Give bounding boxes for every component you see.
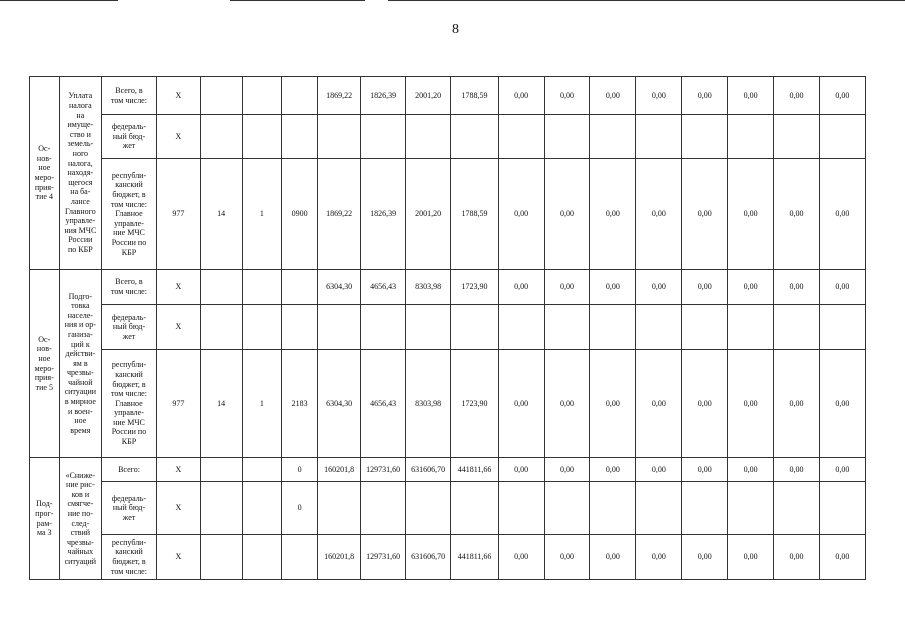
value-cell: 1788,59 [451,77,498,115]
value-cell: 0,00 [544,159,590,270]
value-cell: 8303,98 [405,270,450,305]
value-cell [819,482,865,535]
value-cell: 0,00 [728,270,774,305]
value-cell: 1723,90 [451,350,498,458]
section-type-cell: Ос- нов- ное меро- прия- тие 4 [30,77,60,270]
value-cell: 0,00 [498,458,544,482]
value-cell: 1869,22 [317,159,360,270]
table-row [30,115,905,159]
grbs-cell: X [156,115,200,159]
value-cell: 6304,30 [317,350,360,458]
value-cell [682,305,728,350]
budget-table-body [30,77,905,580]
value-cell: 0,00 [544,77,590,115]
value-cell: 0,00 [498,77,544,115]
csr-cell: 0 [282,458,318,482]
csr-cell: 0900 [282,159,318,270]
value-cell: 6304,30 [317,270,360,305]
value-cell: 0,00 [636,159,682,270]
rz-cell: 14 [200,350,242,458]
value-cell: 0,00 [728,159,774,270]
csr-cell [282,270,318,305]
value-cell [774,482,820,535]
value-cell [728,305,774,350]
funding-source-cell: республи- канский бюджет, в том числе: Главное управле- ние МЧС России по КБР [102,159,157,270]
top-rule-right [388,0,905,1]
pr-cell [242,77,282,115]
value-cell [590,115,636,159]
value-cell: 0,00 [590,535,636,580]
csr-cell: 0 [282,482,318,535]
value-cell: 8303,98 [405,350,450,458]
value-cell [636,482,682,535]
value-cell: 631606,70 [405,458,450,482]
value-cell: 0,00 [636,458,682,482]
funding-source-cell: федераль- ный бюд- жет [102,482,157,535]
value-cell [498,482,544,535]
rz-cell [200,115,242,159]
value-cell [728,482,774,535]
pr-cell [242,535,282,580]
value-cell [361,115,406,159]
value-cell: 0,00 [544,350,590,458]
section-name-cell: «Сниже- ние рис- ков и смягче- ние по- след- ствий чрезвы- чайных ситуаций [59,458,102,580]
value-cell [361,305,406,350]
value-cell: 0,00 [544,270,590,305]
budget-table [29,76,905,580]
value-cell: 0,00 [682,77,728,115]
funding-source-cell: Всего, в том числе: [102,270,157,305]
value-cell [544,305,590,350]
section-type-cell: Под- прог- рам- ма 3 [30,458,60,580]
value-cell [544,482,590,535]
value-cell: 1723,90 [451,270,498,305]
value-cell: 0,00 [819,270,865,305]
value-cell [774,305,820,350]
value-cell: 0,00 [819,77,865,115]
value-cell: 0,00 [682,159,728,270]
pr-cell: 1 [242,159,282,270]
value-cell: 0,00 [682,535,728,580]
value-cell: 0,00 [728,458,774,482]
rz-cell [200,270,242,305]
rz-cell [200,482,242,535]
value-cell: 1869,22 [317,77,360,115]
value-cell [728,115,774,159]
pr-cell [242,115,282,159]
value-cell [544,115,590,159]
section-name-cell: Подго- товка населе- ния и ор- ганиза- ций к действи- ям в чрезвы- чайной ситуации в мирное и воен- ное время [59,270,102,458]
value-cell: 0,00 [819,535,865,580]
value-cell [317,305,360,350]
value-cell [498,115,544,159]
value-cell [636,115,682,159]
value-cell: 1826,39 [361,159,406,270]
value-cell [317,115,360,159]
table-row [30,270,905,305]
value-cell: 0,00 [728,535,774,580]
pr-cell [242,305,282,350]
funding-source-cell: Всего: [102,458,157,482]
rz-cell [200,535,242,580]
value-cell: 0,00 [774,77,820,115]
table-row [30,305,905,350]
csr-cell [282,115,318,159]
section-type-cell: Ос- нов- ное меро- прия- тие 5 [30,270,60,458]
grbs-cell: 977 [156,350,200,458]
value-cell: 0,00 [544,535,590,580]
value-cell: 0,00 [498,159,544,270]
rz-cell [200,458,242,482]
value-cell [636,305,682,350]
value-cell: 0,00 [774,458,820,482]
value-cell [451,305,498,350]
value-cell: 0,00 [728,350,774,458]
page-number: 8 [452,22,459,37]
value-cell: 0,00 [774,535,820,580]
table-row [30,535,905,580]
value-cell: 0,00 [636,350,682,458]
value-cell: 0,00 [774,270,820,305]
grbs-cell: X [156,482,200,535]
value-cell [774,115,820,159]
value-cell: 0,00 [498,270,544,305]
value-cell: 2001,20 [405,77,450,115]
value-cell [405,305,450,350]
value-cell: 0,00 [819,350,865,458]
value-cell: 1826,39 [361,77,406,115]
value-cell [590,305,636,350]
value-cell: 0,00 [636,535,682,580]
value-cell: 2001,20 [405,159,450,270]
value-cell [682,482,728,535]
csr-cell [282,77,318,115]
value-cell: 1788,59 [451,159,498,270]
grbs-cell: X [156,535,200,580]
value-cell [451,115,498,159]
grbs-cell: 977 [156,159,200,270]
grbs-cell: X [156,305,200,350]
value-cell: 0,00 [819,458,865,482]
table-row [30,77,905,115]
value-cell: 0,00 [636,270,682,305]
funding-source-cell: республи- канский бюджет, в том числе: Главное управле- ние МЧС России по КБР [102,350,157,458]
top-rule-middle [230,0,365,1]
value-cell: 0,00 [590,270,636,305]
value-cell: 0,00 [590,159,636,270]
rz-cell [200,305,242,350]
value-cell [317,482,360,535]
value-cell [590,482,636,535]
value-cell [819,115,865,159]
funding-source-cell: федераль- ный бюд- жет [102,115,157,159]
value-cell: 441811,66 [451,458,498,482]
csr-cell [282,535,318,580]
pr-cell [242,482,282,535]
value-cell: 441811,66 [451,535,498,580]
grbs-cell: X [156,458,200,482]
value-cell [405,115,450,159]
value-cell [361,482,406,535]
value-cell: 4656,43 [361,270,406,305]
top-rule-left [0,0,118,1]
value-cell: 0,00 [774,350,820,458]
value-cell [405,482,450,535]
value-cell: 0,00 [728,77,774,115]
value-cell [451,482,498,535]
pr-cell: 1 [242,350,282,458]
rz-cell [200,77,242,115]
value-cell: 160201,8 [317,535,360,580]
value-cell [498,305,544,350]
value-cell: 0,00 [590,77,636,115]
csr-cell: 2183 [282,350,318,458]
table-row [30,482,905,535]
value-cell: 631606,70 [405,535,450,580]
value-cell: 0,00 [498,535,544,580]
table-row [30,350,905,458]
value-cell: 0,00 [774,159,820,270]
value-cell [682,115,728,159]
value-cell: 0,00 [682,458,728,482]
value-cell: 4656,43 [361,350,406,458]
funding-source-cell: федераль- ный бюд- жет [102,305,157,350]
csr-cell [282,305,318,350]
value-cell: 160201,8 [317,458,360,482]
grbs-cell: X [156,77,200,115]
pr-cell [242,270,282,305]
value-cell: 129731,60 [361,458,406,482]
grbs-cell: X [156,270,200,305]
table-row [30,458,905,482]
funding-source-cell: Всего, в том числе: [102,77,157,115]
funding-source-cell: республи- канский бюджет, в том числе: [102,535,157,580]
value-cell: 0,00 [590,350,636,458]
rz-cell: 14 [200,159,242,270]
value-cell: 0,00 [590,458,636,482]
value-cell: 0,00 [544,458,590,482]
value-cell: 0,00 [682,350,728,458]
value-cell: 0,00 [498,350,544,458]
value-cell: 0,00 [819,159,865,270]
pr-cell [242,458,282,482]
value-cell [819,305,865,350]
section-name-cell: Уплата налога на имуще- ство и земель- ного налога, находя- щегося на ба- лансе Главного управле- ния МЧС России по КБР [59,77,102,270]
value-cell: 129731,60 [361,535,406,580]
table-row [30,159,905,270]
value-cell: 0,00 [682,270,728,305]
value-cell: 0,00 [636,77,682,115]
